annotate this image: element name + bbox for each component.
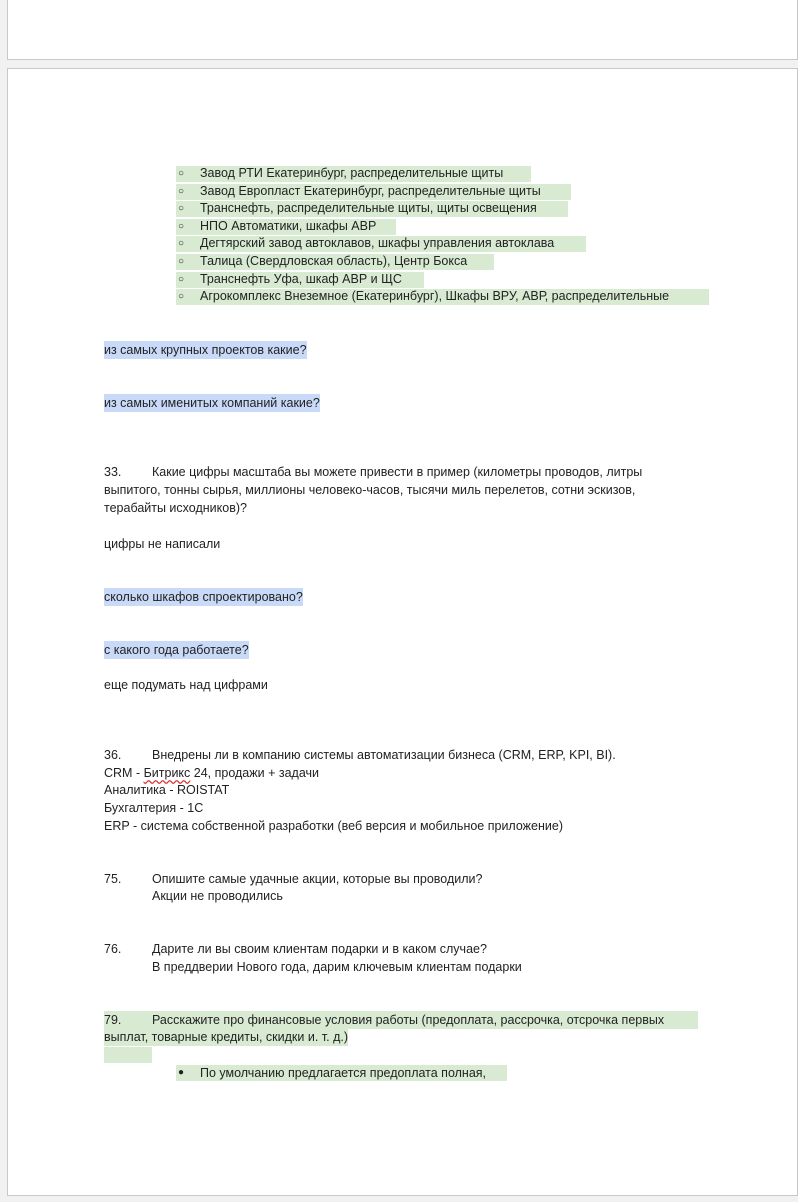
list-item-text: Транснефть Уфа, шкаф АВР и ЩС <box>200 271 402 286</box>
question-75: 75. Опишите самые удачные акции, которые вы проводили? <box>104 872 483 886</box>
erp-line: ERP - система собственной разработки (веб версия и мобильное приложение) <box>104 819 563 833</box>
question-79: 79. Расскажите про финансовые условия работы (предоплата, рассрочка, отсрочка первых <box>104 1011 698 1029</box>
question-79-line2: выплат, товарные кредиты, скидки и. т. д.) <box>104 1030 348 1044</box>
answer-75: Акции не проводились <box>152 889 283 903</box>
hollow-circle-bullet-icon: ○ <box>178 238 185 250</box>
answer-33: цифры не написали <box>104 537 221 551</box>
hollow-circle-bullet-icon: ○ <box>178 255 185 267</box>
empty-highlight-line <box>104 1047 152 1063</box>
hollow-circle-bullet-icon: ○ <box>178 203 185 215</box>
hollow-circle-bullet-icon: ○ <box>178 291 185 303</box>
question-33-line2: выпитого, тонны сырья, миллионы человеко-часов, тысячи миль перелетов, сотни эскизов, <box>104 483 636 497</box>
question-famous-companies: из самых именитых компаний какие? <box>104 396 320 410</box>
question-76: 76. Дарите ли вы своим клиентам подарки и в каком случае? <box>104 942 487 956</box>
hollow-circle-bullet-icon: ○ <box>178 273 185 285</box>
question-year: с какого года работаете? <box>104 643 249 657</box>
document-page: ○ Завод РТИ Екатеринбург, распределительные щиты ○ Завод Европласт Екатеринбург, распределительные щиты ○ Транснефть, распределительные щиты, щиты освещения ○ НПО Автоматики, шкафы АВР ○ Дегтярский завод автоклавов, шкафы управления автоклава ○ Талица (Свердловская область), Центр Бокса ○ Транснефть Уфа, шкаф АВР и ЩС ○ Агрокомплекс Внеземное (Екатеринбург), Шкафы ВРУ, АВР, распределительные из самых крупных проектов какие? из самых именитых компаний какие? 33. Какие цифры масштаба вы можете привести в пример (километры проводов, литры выпитого, тонны сырья, миллионы человеко-часов, тысячи миль перелетов, сотни эскизов, терабайты исходников)? цифры не написали сколько шкафов спроектировано? с какого года работаете? еще подумать над цифрами 36. Внедрены ли в компанию системы автоматизации бизнеса (CRM, ERP, KPI, BI). CRM - Битрикс 24, продажи + задачи Аналитика - ROISTAT Бухгалтерия - 1С ERP - система собственной разработки (веб версия и мобильное приложение) 75. Опишите самые удачные акции, которые вы проводили? Акции не проводились 76. Дарите ли вы своим клиентам подарки и в каком случае? В преддверии Нового года, дарим ключевым клиентам подарки 79. Расскажите про финансовые условия работы (предоплата, рассрочка, отсрочка первых выплат, товарные кредиты, скидки и. т. д.) ● По умолчанию предлагается предоплата полная, <box>7 68 798 1196</box>
hollow-circle-bullet-icon: ○ <box>178 185 185 197</box>
hollow-circle-bullet-icon: ○ <box>178 220 185 232</box>
question-cabinets: сколько шкафов спроектировано? <box>104 590 303 604</box>
accounting-line: Бухгалтерия - 1С <box>104 801 204 815</box>
question-33: 33. Какие цифры масштаба вы можете привести в пример (километры проводов, литры <box>104 465 643 479</box>
question-36: 36. Внедрены ли в компанию системы автоматизации бизнеса (CRM, ERP, KPI, BI). <box>104 748 616 762</box>
note-numbers: еще подумать над цифрами <box>104 678 268 692</box>
analytics-line: Аналитика - ROISTAT <box>104 783 230 797</box>
filled-circle-bullet-icon: ● <box>178 1067 185 1078</box>
question-largest-projects: из самых крупных проектов какие? <box>104 343 307 357</box>
question-33-line3: терабайты исходников)? <box>104 501 247 515</box>
crm-line: CRM - Битрикс 24, продажи + задачи <box>104 766 320 780</box>
previous-page <box>7 0 798 60</box>
answer-76: В преддверии Нового года, дарим ключевым клиентам подарки <box>152 960 522 974</box>
hollow-circle-bullet-icon: ○ <box>178 168 185 179</box>
